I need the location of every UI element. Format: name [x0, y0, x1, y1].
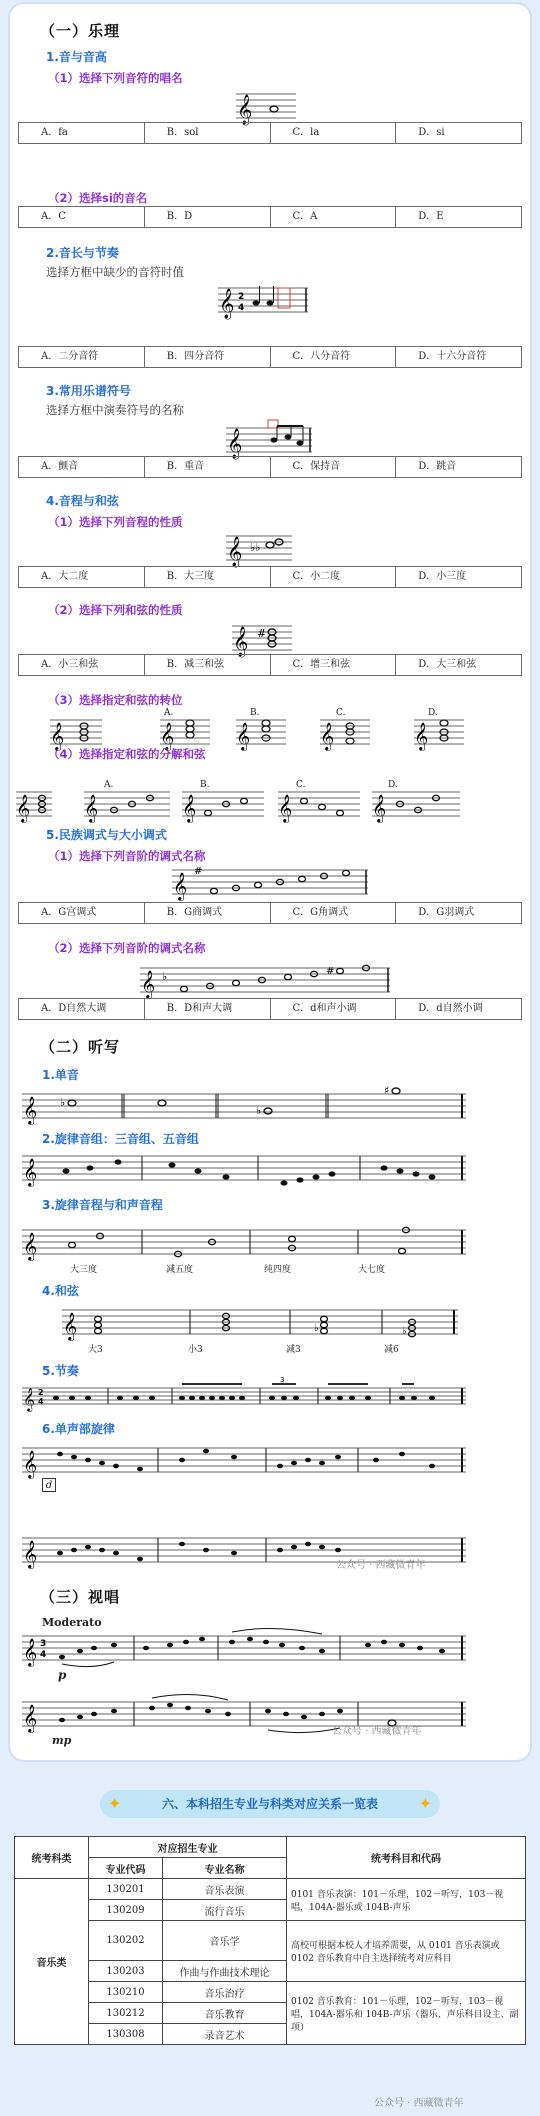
svg-text:𝄞: 𝄞 — [84, 794, 99, 822]
svg-text:♭: ♭ — [314, 1323, 319, 1334]
heading-symbol: 3.常用乐谱符号 — [46, 384, 131, 398]
svg-text:4: 4 — [40, 1650, 47, 1660]
program-table — [14, 1836, 526, 2045]
heading-single-note: 1.单音 — [42, 1068, 79, 1082]
program-code: 130203 — [89, 1961, 163, 1982]
star-icon: ✦ — [418, 1794, 432, 1813]
header-category: 统考科类 — [15, 1837, 89, 1879]
watermark-table: 公众号 · 西藏微青年 — [374, 2098, 464, 2109]
staff-single-note — [236, 88, 296, 125]
option-b[interactable]: B．四分音符 — [145, 347, 271, 367]
symbol-description: 选择方框中演奏符号的名称 — [46, 403, 184, 417]
option-b[interactable]: B．sol — [145, 123, 271, 143]
inv-label-d: D. — [428, 708, 438, 718]
staff-rhythm-dictation — [22, 1376, 466, 1412]
watermark-dictation: 公众号 · 西藏微青年 — [336, 1560, 426, 1571]
svg-text:𝄞: 𝄞 — [23, 1450, 38, 1478]
staff-row-broken-chord — [16, 784, 526, 820]
header-name: 专业名称 — [163, 1858, 287, 1879]
svg-text:𝄞: 𝄞 — [160, 722, 175, 750]
heading-interval: 4.音程与和弦 — [46, 494, 119, 508]
question-interval: （1）选择下列音程的性质 — [48, 515, 183, 529]
heading-pitch: 1.音与音高 — [46, 50, 107, 64]
option-c[interactable]: C．小二度 — [271, 567, 397, 587]
option-c[interactable]: C．八分音符 — [271, 347, 397, 367]
options-rhythm — [18, 346, 522, 368]
program-name: 音乐学 — [163, 1921, 287, 1961]
svg-text:𝄞: 𝄞 — [182, 794, 197, 822]
question-note-name: （2）选择si的音名 — [48, 191, 148, 205]
heading-chord-dictation: 4.和弦 — [42, 1284, 79, 1298]
rhythm-description: 选择方框中缺少的音符时值 — [46, 265, 184, 279]
option-b[interactable]: B．减三和弦 — [145, 655, 271, 675]
program-name: 音乐治疗 — [163, 1982, 287, 2003]
svg-text:♭: ♭ — [60, 1096, 66, 1109]
option-c[interactable]: C．la — [271, 123, 397, 143]
inv-label-a: A. — [164, 708, 174, 718]
program-name: 作曲与作曲技术理论 — [163, 1961, 287, 1982]
program-code: 130308 — [89, 2024, 163, 2045]
svg-text:♭♭: ♭♭ — [250, 541, 261, 554]
inv-label-b: B. — [250, 708, 260, 718]
svg-text:#: # — [257, 627, 267, 640]
svg-text:4: 4 — [38, 1397, 44, 1406]
option-d[interactable]: D．E — [418, 211, 444, 222]
svg-text:𝄞: 𝄞 — [227, 537, 243, 567]
question-broken-chord: （4）选择指定和弦的分解和弦 — [48, 747, 206, 761]
staff-chord-dictation — [62, 1302, 458, 1338]
broken-label-d: D. — [388, 780, 398, 790]
option-d[interactable]: D．G羽调式 — [418, 907, 475, 918]
svg-text:𝄞: 𝄞 — [320, 722, 335, 750]
option-c[interactable]: C．A — [271, 207, 397, 227]
program-code: 130210 — [89, 1982, 163, 2003]
svg-text:𝄞: 𝄞 — [23, 1096, 38, 1124]
options-chord — [18, 654, 522, 676]
star-icon: ✦ — [108, 1794, 122, 1813]
chord-cap-dim6: 减6 — [384, 1345, 399, 1355]
svg-text:𝄞: 𝄞 — [219, 289, 235, 319]
staff-rhythm-box — [218, 282, 308, 319]
staff-interval — [226, 530, 292, 567]
option-b[interactable]: B．大三度 — [145, 567, 271, 587]
chord-cap-dim: 减3 — [286, 1345, 301, 1355]
svg-text:𝄞: 𝄞 — [372, 794, 387, 822]
interval-cap-major-third: 大三度 — [70, 1265, 98, 1275]
svg-text:♭: ♭ — [162, 970, 168, 983]
svg-text:𝄞: 𝄞 — [23, 1638, 38, 1666]
question-solfege: （1）选择下列音符的唱名 — [48, 71, 183, 85]
tempo-marking: Moderato — [42, 1616, 102, 1629]
section-title-theory: （一）乐理 — [40, 22, 121, 40]
svg-text:𝄞: 𝄞 — [173, 872, 188, 900]
header-subjects: 统考科目和代码 — [287, 1837, 526, 1879]
svg-text:𝄞: 𝄞 — [23, 1158, 38, 1186]
option-a[interactable]: A．fa — [19, 123, 145, 143]
svg-text:𝄞: 𝄞 — [23, 1704, 38, 1732]
options-symbol — [18, 456, 522, 478]
svg-text:2: 2 — [38, 1388, 44, 1397]
svg-text:𝄞: 𝄞 — [414, 722, 429, 750]
staff-mode-2 — [140, 958, 390, 998]
option-d[interactable]: D．小三度 — [418, 571, 467, 582]
dynamic-p: p — [58, 1668, 67, 1682]
question-mode-2: （2）选择下列音阶的调式名称 — [48, 941, 206, 955]
staff-symbol-box — [226, 420, 312, 459]
svg-text:𝄞: 𝄞 — [141, 970, 156, 998]
heading-melodic-group: 2.旋律音组：三音组、五音组 — [42, 1132, 199, 1146]
svg-text:𝄞: 𝄞 — [23, 1232, 38, 1260]
header-program: 对应招生专业 — [89, 1837, 287, 1858]
dynamic-mp: mp — [52, 1734, 72, 1747]
svg-text:#: # — [326, 966, 335, 977]
svg-text:𝄞: 𝄞 — [227, 429, 243, 459]
options-mode-1 — [18, 902, 522, 924]
heading-interval-dictation: 3.旋律音程与和声音程 — [42, 1198, 163, 1212]
option-a[interactable]: A．C — [19, 207, 145, 227]
option-a[interactable]: A．小三和弦 — [19, 655, 145, 675]
options-note-name — [18, 206, 522, 228]
option-c[interactable]: C．G角调式 — [271, 903, 397, 923]
svg-text:𝄞: 𝄞 — [16, 794, 31, 822]
subjects-optional: 高校可根据本校人才培养需要，从 0101 音乐表演或 0102 音乐教育中自主选择统考对应科目 — [287, 1921, 526, 1982]
heading-rhythm-dictation: 5.节奏 — [42, 1364, 79, 1378]
section-title-sightsing: （三）视唱 — [40, 1588, 121, 1606]
interval-cap-perfect-fourth: 纯四度 — [264, 1265, 292, 1275]
option-a[interactable]: A．二分音符 — [19, 347, 145, 367]
subjects-performance: 0101 音乐表演：101－乐理，102－听写，103－视唱，104A-器乐或 104B-声乐 — [287, 1879, 526, 1921]
option-b[interactable]: B．重音 — [145, 457, 271, 477]
staff-melodic-group — [22, 1148, 466, 1188]
broken-label-b: B. — [200, 780, 210, 790]
question-chord: （2）选择下列和弦的性质 — [48, 603, 183, 617]
watermark-sightsing: 公众号 · 西藏微青年 — [332, 1726, 422, 1737]
program-name: 录音艺术 — [163, 2024, 287, 2045]
interval-cap-major-seventh: 大七度 — [358, 1265, 386, 1275]
staff-sightsing-line-1 — [22, 1626, 466, 1666]
category-music: 音乐类 — [15, 1879, 89, 2045]
svg-text:♯: ♯ — [384, 1084, 390, 1097]
option-c[interactable]: C．增三和弦 — [271, 655, 397, 675]
staff-melody-line-1 — [22, 1440, 466, 1478]
question-inversion: （3）选择指定和弦的转位 — [48, 693, 183, 707]
program-code: 130201 — [89, 1879, 163, 1900]
inv-label-c: C. — [336, 708, 346, 718]
heading-rhythm: 2.音长与节奏 — [46, 246, 119, 260]
option-b[interactable]: B．D — [145, 207, 271, 227]
option-b[interactable]: B．D和声大调 — [145, 999, 271, 1019]
svg-text:𝄞: 𝄞 — [233, 627, 249, 657]
broken-label-c: C. — [296, 780, 306, 790]
program-code: 130202 — [89, 1921, 163, 1961]
subjects-education: 0102 音乐教育：101－乐理，102－听写，103－视唱，104A-器乐和 104B-声乐（器乐、声乐科目设主、副项） — [287, 1982, 526, 2045]
option-d[interactable]: D．十六分音符 — [418, 351, 487, 362]
option-d[interactable]: D．大三和弦 — [418, 659, 477, 670]
option-c[interactable]: C．d和声小调 — [271, 999, 397, 1019]
option-a[interactable]: A．G宫调式 — [19, 903, 145, 923]
option-d[interactable]: D．d自然小调 — [418, 1003, 483, 1014]
svg-text:2: 2 — [238, 292, 245, 302]
chord-cap-major: 大3 — [88, 1345, 103, 1355]
program-code: 130212 — [89, 2003, 163, 2024]
option-d[interactable]: D．跳音 — [418, 461, 457, 472]
heading-melody-dictation: 6.单声部旋律 — [42, 1422, 115, 1436]
interval-cap-dim-fifth: 减五度 — [166, 1265, 194, 1275]
svg-text:♭: ♭ — [256, 1104, 262, 1117]
svg-text:𝄞: 𝄞 — [63, 1312, 78, 1340]
option-c[interactable]: C．保持音 — [271, 457, 397, 477]
svg-text:3: 3 — [280, 1376, 285, 1384]
program-name: 音乐表演 — [163, 1879, 287, 1900]
svg-text:𝄞: 𝄞 — [50, 722, 65, 750]
broken-label-a: A. — [104, 780, 114, 790]
svg-text:𝄞: 𝄞 — [23, 1540, 38, 1568]
program-name: 流行音乐 — [163, 1900, 287, 1921]
option-a[interactable]: A．D自然大调 — [19, 999, 145, 1019]
question-mode-1: （1）选择下列音阶的调式名称 — [48, 849, 206, 863]
program-code: 130209 — [89, 1900, 163, 1921]
option-a[interactable]: A．颤音 — [19, 457, 145, 477]
staff-chord — [232, 620, 292, 657]
option-d[interactable]: D．si — [418, 127, 445, 138]
option-b[interactable]: B．G商调式 — [145, 903, 271, 923]
section-title-dictation: （二）听写 — [40, 1038, 121, 1056]
options-interval — [18, 566, 522, 588]
banner-title: 六、本科招生专业与科类对应关系一览表 — [161, 1797, 378, 1811]
options-mode-2 — [18, 998, 522, 1020]
svg-text:#: # — [194, 866, 203, 877]
svg-text:3: 3 — [40, 1639, 47, 1649]
svg-text:♭: ♭ — [402, 1326, 407, 1337]
dynamic-d-box: d — [42, 1478, 56, 1492]
svg-text:4: 4 — [238, 303, 245, 313]
header-code: 专业代码 — [89, 1858, 163, 1879]
options-solfege — [18, 122, 522, 144]
svg-text:𝄞: 𝄞 — [236, 722, 251, 750]
staff-mode-1 — [172, 862, 368, 898]
svg-text:𝄞: 𝄞 — [237, 95, 253, 125]
chord-cap-minor: 小3 — [188, 1345, 203, 1355]
staff-single-dictation — [22, 1086, 466, 1122]
section-banner — [100, 1790, 440, 1818]
heading-mode: 5.民族调式与大小调式 — [46, 828, 167, 842]
staff-interval-dictation — [22, 1222, 466, 1258]
staff-row-inversion — [50, 708, 520, 748]
program-name: 音乐教育 — [163, 2003, 287, 2024]
svg-text:𝄞: 𝄞 — [23, 1387, 35, 1411]
svg-text:𝄞: 𝄞 — [278, 794, 293, 822]
option-a[interactable]: A．大二度 — [19, 567, 145, 587]
